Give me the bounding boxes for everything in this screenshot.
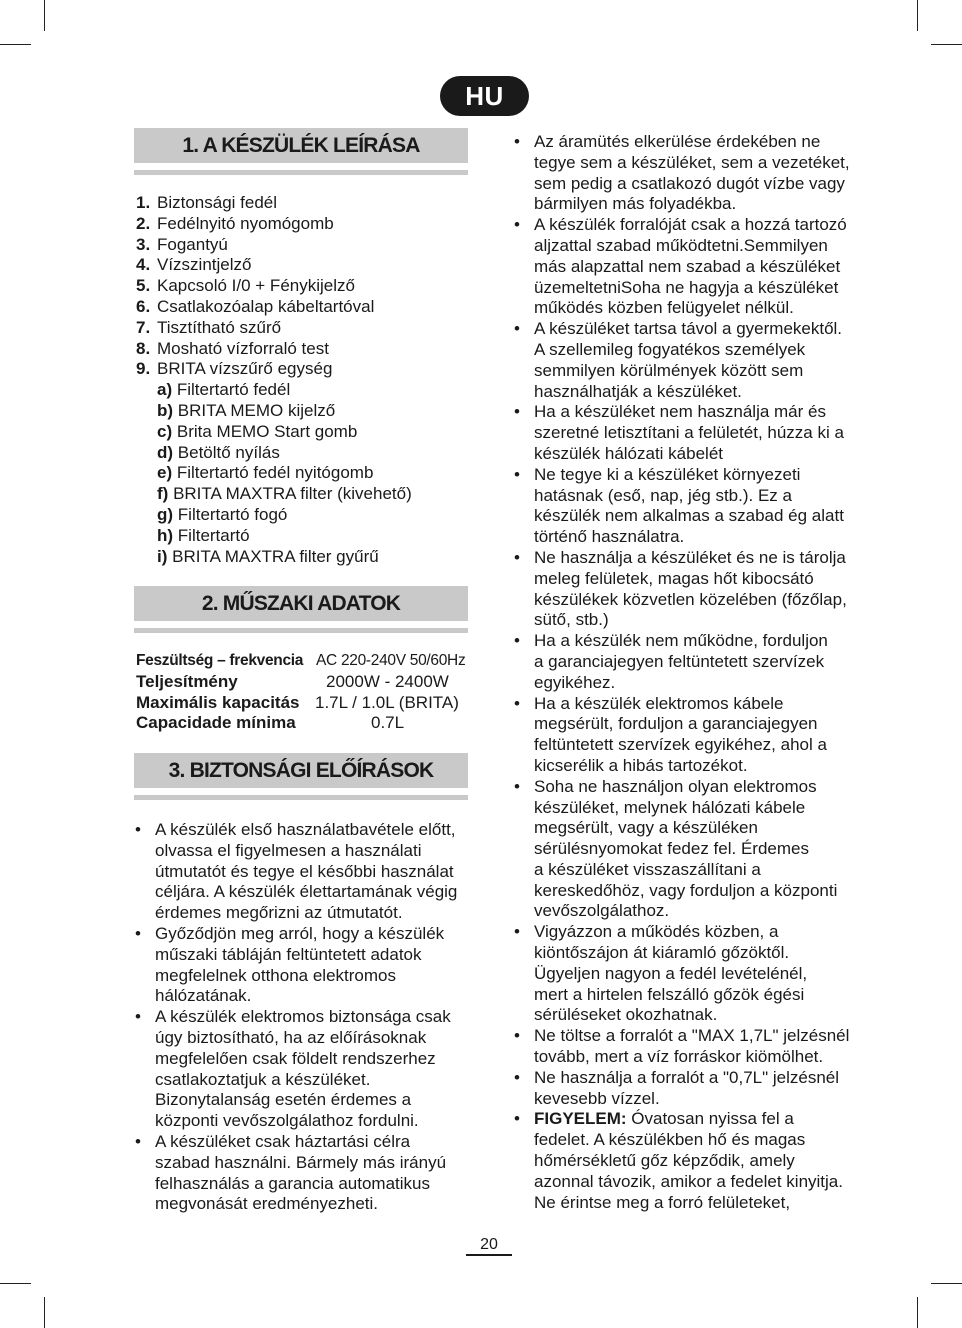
list-item: • Vigyázzon a működés közben, a kiöntőszájon át kiáramló gőzöktől. Ügyeljen nagyon a fedél levételénél, mert a hirtelen felszálló gőzök égési sérüléseket okozhatnak. (514, 922, 808, 1025)
parts-list (136, 193, 412, 567)
list-item: 3. Fogantyú (136, 234, 228, 254)
sub-list-item: c) Brita MEMO Start gomb (157, 421, 358, 441)
warning-label: FIGYELEM: (534, 1109, 627, 1129)
spec-row (136, 672, 466, 693)
list-item: 5. Kapcsoló I/0 + Fénykijelző (136, 276, 355, 296)
language-badge: HU (440, 76, 529, 116)
section-divider (134, 628, 468, 633)
sub-list-item: d) Betöltő nyílás (157, 442, 280, 462)
sub-list-item: f) BRITA MAXTRA filter (kivehető) (157, 484, 412, 504)
spec-row (136, 693, 466, 714)
list-item: • A készülék első használatbavétele előtt, olvassa el figyelmesen a használati útmutatót és tegye el későbbi használat céljára. A készülék élettartamának végig érdemes megőrizni az útmutatót. (135, 820, 458, 923)
list-item: • Ha a készülék nem működne, forduljon a garanciajegyen feltüntetett szervízek egyikéhez. (514, 631, 828, 692)
list-item: • A készüléket tartsa távol a gyermekektől. A szellemileg fogyatékos személyek semmilyen körülmények között sem használhatják a készüléket. (514, 319, 843, 401)
spec-row (136, 651, 466, 672)
section-divider (134, 170, 468, 175)
spec-label: Teljesítmény (136, 671, 238, 691)
crop-mark (931, 1283, 962, 1284)
spec-value: AC 220-240V 50/60Hz (316, 652, 466, 669)
sub-list-item: e) Filtertartó fedél nyitógomb (157, 463, 374, 483)
list-item: 9. BRITA vízszűrő egység (136, 359, 333, 379)
crop-mark (917, 0, 918, 31)
section-3-title: 3. BIZTONSÁGI ELŐÍRÁSOK (134, 753, 468, 788)
list-item: • Soha ne használjon olyan elektromos készüléket, melynek hálózati kábele megsérült, vagy a készüléken sérülésnyomokat fedez fel. Érdemes a készüléket visszaszállítani a kereskedőhöz, vagy forduljon a központi vevőszolgálathoz. (514, 776, 838, 921)
spec-table (136, 651, 466, 734)
list-item: 2. Fedélnyitó nyomógomb (136, 213, 334, 233)
list-item: • A készüléket csak háztartási célra szabad használni. Bármely más irányú felhasználás a garancia automatikus megvonását eredményezheti. (135, 1131, 447, 1214)
spec-label: Capacidade mínima (136, 713, 296, 733)
list-item: 6. Csatlakozóalap kábeltartóval (136, 296, 375, 316)
section-divider (134, 795, 468, 800)
sub-list-item: b) BRITA MEMO kijelző (157, 400, 336, 420)
spec-row (136, 713, 466, 734)
list-item: 7. Tisztítható szűrő (136, 317, 282, 337)
spec-label: Maximális kapacitás (136, 692, 300, 712)
section-2-title: 2. MŰSZAKI ADATOK (134, 586, 468, 621)
page-number-underline (466, 1254, 512, 1256)
crop-mark (0, 44, 31, 45)
spec-label: Feszültség – frekvencia (136, 652, 304, 669)
sub-list-item: i) BRITA MAXTRA filter gyűrű (157, 546, 379, 566)
sub-list-item: a) Filtertartó fedél (157, 380, 291, 400)
warning-text: Óvatosan nyissa fel a fedelet. A készülékben hő és magas hőmérsékletű gőz képződik, amely azonnal távozik, amikor a fedelet kinyitja. Ne érintse meg a forró felületeket, (534, 1109, 843, 1212)
sub-list-item: h) Filtertartó (157, 525, 250, 545)
page-number: 20 (480, 1236, 498, 1253)
crop-mark (44, 0, 45, 31)
list-item: • Ne használja a forralót a "0,7L" jelzésnél kevesebb vízzel. (514, 1067, 840, 1108)
list-item: • Ne tegye ki a készüléket környezeti hatásnak (eső, nap, jég stb.). Ez a készülék nem alkalmas a szabad ég alatt történő használatra. (514, 464, 844, 547)
list-item: 1. Biztonsági fedél (136, 193, 278, 212)
list-item: 4. Vízszintjelző (136, 255, 252, 275)
warning-item: • FIGYELEM: Óvatosan nyissa fel a fedelet. A készülékben hő és magas hőmérsékletű gőz képződik, amely azonnal távozik, amikor a fedelet kinyitja. Ne érintse meg a forró felületeket, (514, 1109, 843, 1212)
spec-value: 1.7L / 1.0L (BRITA) (315, 692, 459, 712)
list-item: • A készülék elektromos biztonsága csak úgy biztosítható, ha az előírásoknak megfelelően csak földelt rendszerhez csatlakoztatjuk a készüléket. Bizonytalanság esetén érdemes a központi vevőszolgálathoz fordulni. (135, 1007, 451, 1131)
list-item: • Győződjön meg arról, hogy a készülék műszaki tábláján feltüntetett adatok megfelelnek otthona elektromos hálózatának. (135, 923, 445, 1006)
spec-value: 2000W - 2400W (326, 671, 449, 691)
list-item: • Ne használja a készüléket és ne is tárolja meleg felületek, magas hőt kibocsátó készülékek közvetlen közelében (főzőlap, sütő, stb.) (514, 547, 847, 630)
crop-mark (917, 1297, 918, 1328)
crop-mark (44, 1297, 45, 1328)
list-item: 8. Mosható vízforraló test (136, 338, 329, 358)
safety-list-right (514, 132, 854, 1213)
list-item: • Az áramütés elkerülése érdekében ne tegye sem a készüléket, sem a vezetéket, sem pedig a csatlakozó dugót vízbe vagy bármilyen más folyadékba. (514, 132, 850, 214)
crop-mark (0, 1283, 31, 1284)
list-item: • Ha a készülék elektromos kábele megsérült, forduljon a garanciajegyen feltüntetett szervízek egyikéhez, ahol a kicserélik a hibás tartozékot. (514, 693, 827, 775)
list-item: • Ha a készüléket nem használja már és szeretné letisztítani a felületét, húzza ki a készülék hálózati kábelét (514, 402, 844, 463)
section-1-title: 1. A KÉSZÜLÉK LEÍRÁSA (134, 128, 468, 163)
crop-mark (931, 44, 962, 45)
list-item: • A készülék forralóját csak a hozzá tartozó aljzattal szabad működtetni.Semmilyen más alapzattal nem szabad a készüléket üzemeltetniSoha ne hagyja a készüléket működés közben felügyelet nélkül. (514, 215, 847, 318)
spec-value: 0.7L (371, 713, 405, 733)
safety-list-left (135, 820, 465, 1215)
list-item: • Ne töltse a forralót a "MAX 1,7L" jelzésnél tovább, mert a víz forráskor kiömölhet. (514, 1026, 850, 1067)
sub-list-item: g) Filtertartó fogó (157, 504, 288, 524)
